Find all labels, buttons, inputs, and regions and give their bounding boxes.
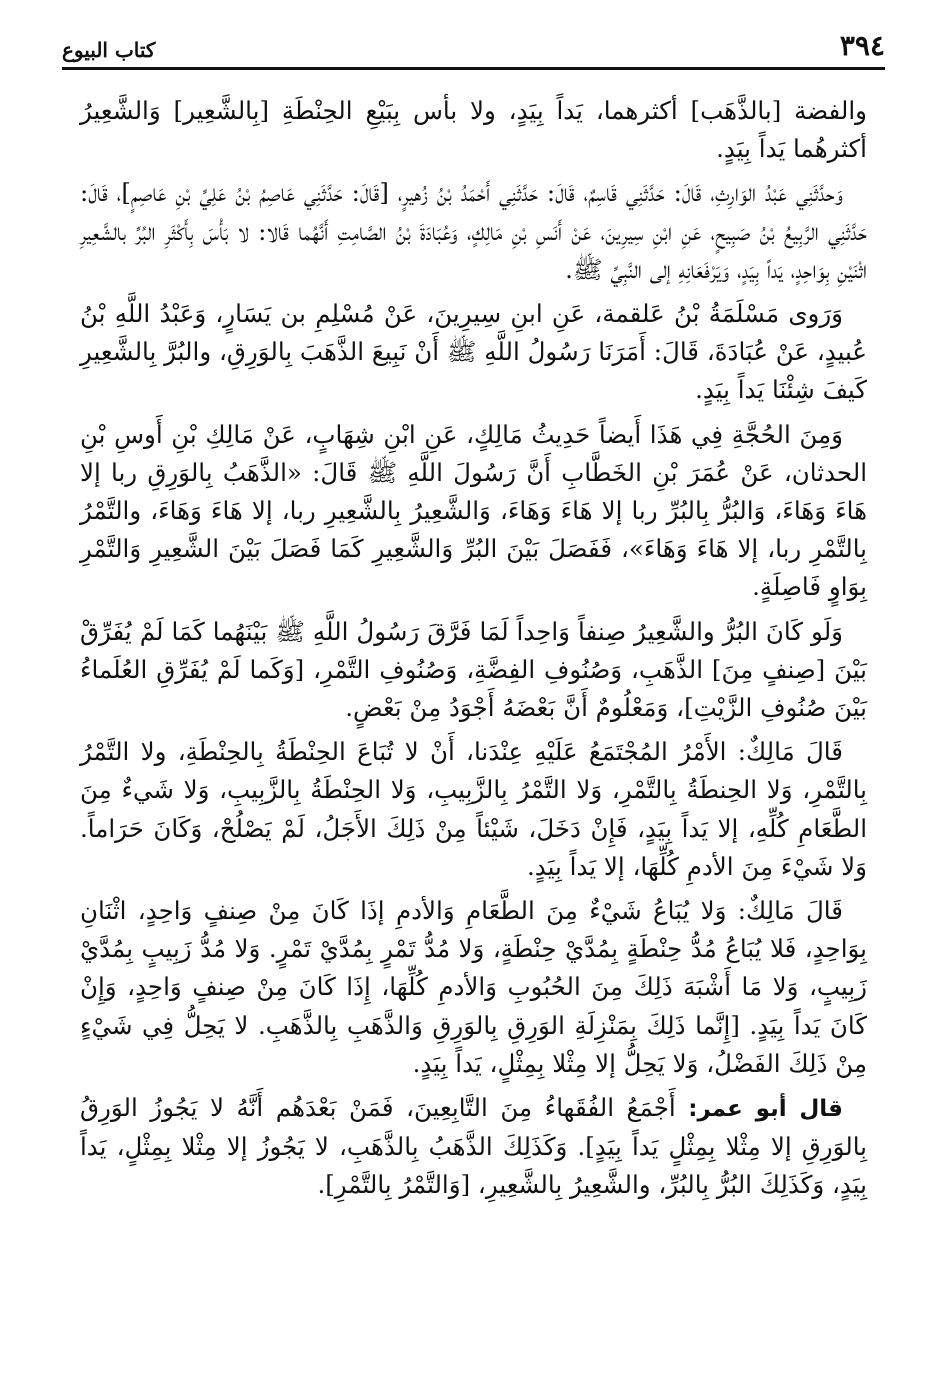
- paragraph: قَالَ مَالِكٌ: وَلا يُبَاعُ شَيْءٌ مِنَ الطَّعَامِ وَالأدمِ إذَا كَانَ مِنْ صِنفٍ وَاحِدٍ، اثْنَانِ بِوَاحِدٍ، فَلا يُبَاعُ مُدُّ حِنْطَةٍ بِمُدَّيْ حِنْطَةٍ، وَلا مُدُّ تَمْرٍ بِمُدَّيْ تَمْرٍ. وَلا مُدُّ زَبِيبٍ بِمُدَّيْ زَبِيبٍ، وَلا مَا أَشْبَهَ ذَلِكَ مِنَ الحُبُوبِ وَالأدمِ كُلِّهَا، إِذَا كَانَ مِنْ صِنفٍ وَاحِدٍ، وَإِنْ كَانَ يَداً بِيَدٍ. [إِنَّما ذَلِكَ بِمَنْزِلَةِ الوَرِقِ بِالوَرِقِ وَالذَّهَبِ بِالذَّهَبِ. لا يَحِلُّ فِي شَيْءٍ مِنْ ذَلِكَ الفَضْلُ، وَلا يَحِلُّ إلا مِثْلا بِمِثْلٍ، يَداً بِيَدٍ.: [80, 896, 867, 1078]
- paragraph: وَمِنَ الحُجَّةِ فِي هَذَا أَيضاً حَدِيثُ مَالِكٍ، عَنِ ابْنِ شِهَابٍ، عَنْ مَالِكِ بْنِ أَوسِ بْنِ الحدثان، عَنْ عُمَرَ بْنِ الخَطَّابِ أَنَّ رَسُولَ اللَّهِ ﷺ قَالَ: «الذَّهَبُ بِالوَرِقِ ربا إلا هَاءَ وَهَاءَ، وَالبُرُّ بِالبُرِّ ربا إلا هَاءَ وَهَاءَ، وَالشَّعِيرُ بِالشَّعِيرِ ربا، إلا هَاءَ وَهَاءَ، والتَّمْرُ بِالتَّمْرِ ربا، إلا هَاءَ وَهَاءَ»، فَفَصَلَ بَيْنَ البُرِّ وَالشَّعِيرِ كَمَا فَصَلَ بَيْنَ الشَّعِيرِ وَالتَّمْرِ بِوَاوٍ فَاصِلَةٍ.: [80, 419, 868, 602]
- page-header: [62, 26, 885, 62]
- paragraph: [80, 1089, 867, 1205]
- speaker-label: قال أبو عمر:: [688, 1096, 843, 1123]
- paragraph: وَحدَّثَنِي عَبْدُ الوَارِثِ، قَالَ: حَدَّثَنِي قَاسِمٌ، قَالَ: حَدَّثَنِي أَحْمَدُ بْنُ زُهيرٍ، [قَالَ: حَدَّثَنِي عَاصِمُ بْنُ عَلِيِّ بْنِ عَاصِمٍ]، قَالَ: حَدَّثَنِي الرَّبِيعُ بْنُ صَبِيحٍ، عَنِ ابْنِ سِيرِينَ، عَنْ أَنَسِ بْنِ مَالِكٍ، وَعُبَادَةَ بْنُ الصَّامِتِ أَنَّهُما قَالا: لا بَأْسَ بِأَكْثَرِ البُرِّ بالشَّعِيرِ اثْنَيْنِ بِوَاحِدٍ، يَداً بِيَدٍ، وَيَرْفَعَانِهِ إلى النَّبِيِّ ﷺ.: [80, 178, 867, 284]
- page-body: [80, 92, 867, 1211]
- header-rule: [62, 67, 885, 70]
- paragraph: قَالَ مَالِكٌ: الأَمْرُ المُجْتَمَعُ عَلَيْهِ عِنْدَنا، أَنْ لا تُبَاعَ الحِنْطَةُ بِالحِنْطَةِ، ولا التَّمْرُ بِالتَّمْرِ، وَلا الحِنطَةُ بِالتَّمْرِ، وَلا التَّمْرُ بِالزَّبِيبِ، وَلا الحِنْطَةُ بِالزَّبِيبِ، وَلا شَيءٌ مِنَ الطَّعَامِ كُلِّهِ، إلا يَداً بِيَدٍ، فَإِنْ دَخَلَ، شَيْئاً مِنْ ذَلِكَ الأَجَلُ، لَمْ يَصْلُحْ، وَكَانَ حَرَاماً. وَلا شَيْءَ مِنَ الأدمِ كُلِّهَا، إلا يَداً بِيَدٍ.: [80, 737, 867, 881]
- paragraph: وَرَوى مَسْلَمَةُ بْنُ عَلقمة، عَنِ ابنِ سِيرِينَ، عَنْ مُسْلِمِ بن يَسَارٍ، وَعَبْدُ اللَّهِ بْنُ عُبيدٍ، عَنْ عُبَادَةَ، قَالَ: أَمَرَنَا رَسُولُ اللَّهِ ﷺ أَنْ نَبِيعَ الذَّهَبَ بِالوَرِقِ، والبُرَّ بِالشَّعِيرِ كَيفَ شِئْنَا يَداً بِيَدٍ.: [80, 299, 867, 405]
- page-number: ٣٩٤: [839, 29, 885, 62]
- book-title: كتاب البيوع: [62, 38, 156, 62]
- paragraph: والفضة [بالذَّهَب] أكثرهما، يَداً بِيَدٍ، ولا بأس بِبَيْعِ الحِنْطَةِ [بِالشَّعِير] وَالشَّعِيرُ أكثرهُما يَداً بِيَدٍ.: [80, 96, 867, 164]
- paragraph: وَلَو كَانَ البُرُّ والشَّعِيرُ صِنفاً وَاحِداً لَمَا فَرَّقَ رَسُولُ اللَّهِ ﷺ بَيْنَهُما كَمَا لَمْ يُفَرِّقْ بَيْنَ [صِنفٍ مِنَ] الذَّهَبِ، وَصُنُوفِ الفِضَّةِ، وَصُنُوفِ التَّمْرِ، [وَكَما لَمْ يُفَرِّقِ العُلَماءُ بَيْنَ صُنُوفِ الزَّيْتِ]، وَمَعْلُومٌ أَنَّ بَعْضَهُ أَجْوَدُ مِنْ بَعْضٍ.: [80, 616, 867, 723]
- paragraph-text: أَجْمَعُ الفُقَهاءُ مِنَ التَّابِعِينَ، فَمَنْ بَعْدَهُم أَنَّهُ لا يَجُوزُ الوَرِقُ بِالوَرِقِ إلا مِثْلا بِمِثْلٍ يَداً بِيَدٍ]. وَكَذَلِكَ الذَّهَبُ بِالذَّهَبِ، لا يَجُوزُ إلا مِثْلا بِمِثْلٍ، يَداً بِيَدٍ، وَكَذَلِكَ البُرُّ بِالبُرِّ، والشَّعِيرُ بِالشَّعِيرِ، [وَالتَّمْرُ بِالتَّمْرِ].: [80, 1093, 867, 1200]
